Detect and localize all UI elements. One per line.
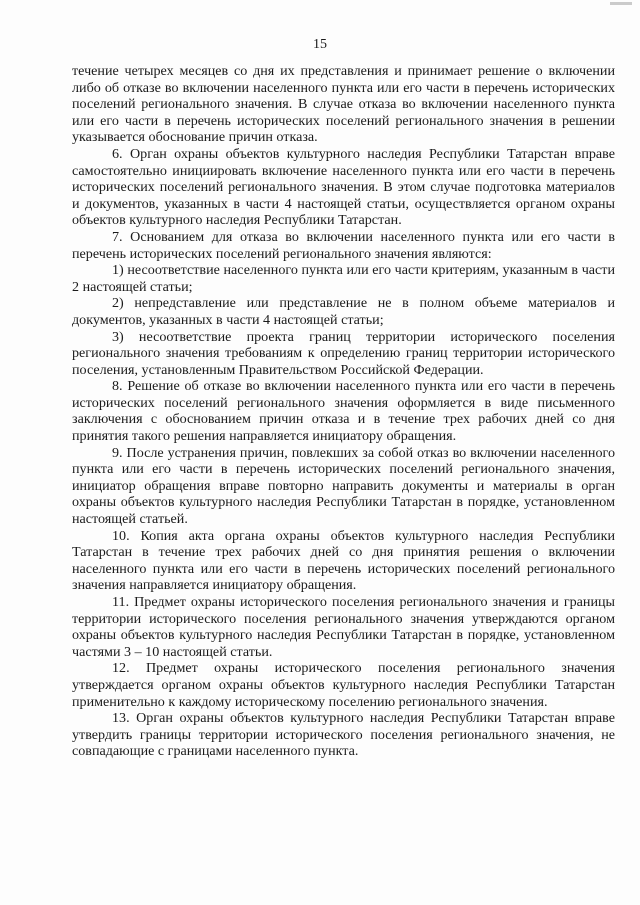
paragraph-13: 13. Орган охраны объектов культурного наследия Республики Татарстан вправе утвердить границы территории исторического поселения регионального значения, не совпадающие с границами населенного пункта.	[72, 710, 615, 760]
paragraph-8: 8. Решение об отказе во включении населенного пункта или его части в перечень исторических поселений регионального значения оформляется в виде письменного заключения с обоснованием причин отказа и в течение трех рабочих дней со дня принятия такого решения направляется инициатору обращения.	[72, 378, 615, 445]
paragraph-7-item-1: 1) несоответствие населенного пункта или его части критериям, указанным в части 2 настоящей статьи;	[72, 262, 615, 295]
paragraph-11: 11. Предмет охраны исторического поселения регионального значения и границы территории исторического поселения регионального значения утверждаются органом охраны объектов культурного наследия Республики Татарстан в порядке, установленном частями 3 – 10 настоящей статьи.	[72, 594, 615, 660]
document-body	[72, 63, 615, 760]
paragraph-10: 10. Копия акта органа охраны объектов культурного наследия Республики Татарстан в течение трех рабочих дней со дня принятия решения о включении населенного пункта или его части в перечень исторических поселений регионального значения направляется инициатору обращения.	[72, 527, 615, 594]
paragraph-9: 9. После устранения причин, повлекших за собой отказ во включении населенного пункта или его части в перечень исторических поселений регионального значения, инициатор обращения вправе повторно направить документы и материалы в орган охраны объектов культурного наследия Республики Татарстан в порядке, установленном настоящей статьей.	[72, 444, 615, 528]
paragraph-continuation: течение четырех месяцев со дня их представления и принимает решение о включении либо об отказе во включении населенного пункта или его части в перечень исторических поселений регионального значения. В случае отказа во включении населенного пункта или его части в перечень исторических поселений регионального значения в решении указывается обоснование причин отказа.	[72, 63, 615, 146]
paragraph-12: 12. Предмет охраны исторического поселения регионального значения утверждается органом охраны объектов культурного наследия Республики Татарстан применительно к каждому историческому поселению регионального значения.	[72, 660, 615, 710]
page-number: 15	[313, 37, 327, 52]
scan-corner-mark	[610, 2, 632, 5]
paragraph-7-item-3: 3) несоответствие проекта границ территории исторического поселения регионального значения требованиям к определению границ территории исторического поселения, установленным Правительством Российской Федерации.	[72, 328, 615, 378]
paragraph-7: 7. Основанием для отказа во включении населенного пункта или его части в перечень исторических поселений регионального значения являются:	[72, 228, 615, 262]
paragraph-6: 6. Орган охраны объектов культурного наследия Республики Татарстан вправе самостоятельно инициировать включение населенного пункта или его части в перечень исторических поселений регионального значения. В этом случае подготовка материалов и документов, указанных в части 4 настоящей статьи, осуществляется органом охраны объектов культурного наследия Республики Татарстан.	[72, 145, 615, 229]
paragraph-7-item-2: 2) непредставление или представление не в полном объеме материалов и документов, указанных в части 4 настоящей статьи;	[72, 295, 615, 328]
